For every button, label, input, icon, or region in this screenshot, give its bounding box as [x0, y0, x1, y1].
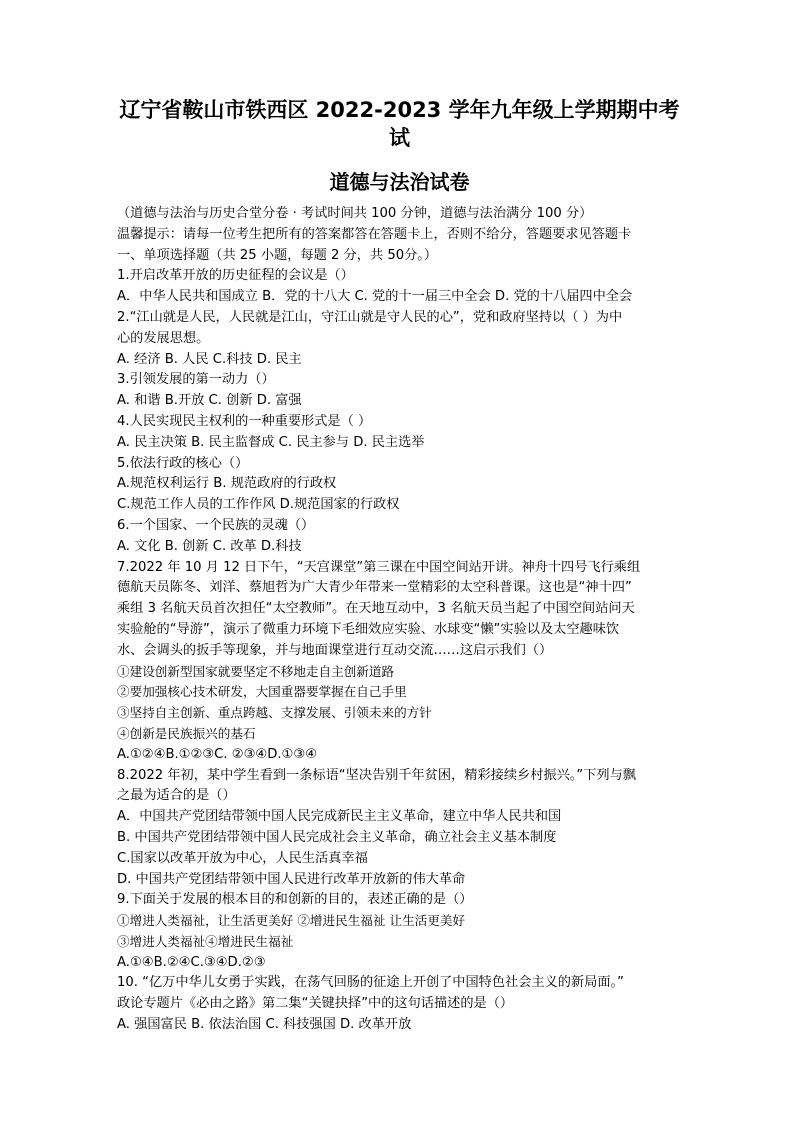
question-10	[117, 973, 682, 1035]
exam-title: 辽宁省鞍山市铁西区 2022-2023 学年九年级上学期期中考试	[119, 98, 680, 150]
question-stem: 6.一个国家、一个民族的灵魂（）	[117, 517, 315, 533]
question-options: A. 文化 B. 创新 C. 改革 D.科技	[117, 538, 302, 554]
question-5	[117, 454, 682, 516]
question-options: D. 中国共产党团结带领中国人民进行改革开放新的伟大革命	[117, 871, 466, 887]
question-options: A. 民主决策 B. 民主监督成 C. 民主参与 D. 民主选举	[117, 434, 425, 450]
question-options: B. 中国共产党团结带领中国人民完成社会主义革命，确立社会主义基本制度	[117, 829, 557, 845]
question-2	[117, 308, 682, 370]
question-6	[117, 516, 682, 558]
question-stem: 3.引领发展的第一动力（）	[117, 372, 275, 388]
question-stem: 水、会调头的扳手等现象，并与地面课堂进行互动交流……这启示我们（）	[117, 642, 553, 658]
question-9	[117, 890, 682, 973]
statement-item: ②要加强核心技术研发，大国重器要掌握在自己手里	[117, 684, 407, 700]
exam-subtitle: 道德与法治试卷	[329, 170, 470, 194]
question-options: A.①②④B.①②③C. ②③④D.①③④	[117, 746, 318, 762]
question-stem: 1.开启改革开放的历史征程的会议是（）	[117, 268, 354, 284]
question-stem: 乘组 3 名航天员首次担任“太空教师”。在天地互动中，3 名航天员当起了中国空间站问天	[117, 601, 635, 617]
question-stem: 之最为适合的是（）	[117, 788, 236, 804]
question-options: A．中华人民共和国成立 B．党的十八大 C. 党的十一届三中全会 D. 党的十八届四中全会	[117, 289, 633, 305]
question-stem: 心的发展思想。	[117, 330, 210, 346]
question-7	[117, 558, 682, 766]
question-options: A. 和谐 B.开放 C. 创新 D. 富强	[117, 393, 302, 409]
statement-item: ①建设创新型国家就要坚定不移地走自主创新道路	[117, 663, 395, 679]
question-stem: 德航天员陈冬、刘洋、蔡旭哲为广大青少年带来一堂精彩的太空科普课。这也是“神十四”	[117, 580, 632, 596]
question-stem: 7.2022 年 10 月 12 日下午，“天宫课堂”第三课在中国空间站开讲。神舟十四号飞行乘组	[117, 559, 641, 575]
question-stem: 2.“江山就是人民，人民就是江山，守江山就是守人民的心”，党和政府坚持以（ ）为中	[117, 309, 623, 325]
question-options: C.国家以改革开放为中心，人民生活真幸福	[117, 850, 368, 866]
question-options: C.规范工作人员的工作作风 D.规范国家的行政权	[117, 497, 400, 513]
question-stem: 4.人民实现民主权利的一种重要形式是（ ）	[117, 413, 372, 429]
question-options: A.规范权利运行 B. 规范政府的行政权	[117, 476, 337, 492]
question-options: A.①④B.②④C.③④D.②③	[117, 954, 266, 970]
question-options: A．中国共产党团结带领中国人民完成新民主主义革命，建立中华人民共和国	[117, 809, 562, 825]
question-stem: 实验舱的“导游”，演示了微重力环境下毛细效应实验、水球变“懒”实验以及太空趣味饮	[117, 621, 620, 637]
question-stem: 5.依法行政的核心（）	[117, 455, 249, 471]
section-heading: 一、单项选择题（共 25 小题，每题 2 分，共 50分。）	[117, 247, 438, 263]
statement-item: ③增进人类福祉④增进民生福祉	[117, 933, 294, 949]
question-stem: 9.下面关于发展的根本目的和创新的目的，表述正确的是（）	[117, 892, 473, 908]
question-4	[117, 412, 682, 454]
question-stem: 10. “亿万中华儿女勇于实践，在荡气回肠的征途上开创了中国特色社会主义的新局面。”	[117, 975, 624, 991]
exam-tip: 温馨提示：请每一位考生把所有的答案都答在答题卡上，否则不给分，答题要求见答题卡	[117, 226, 632, 242]
question-stem: 政论专题片《必由之路》第二集“关键抉择”中的这句话描述的是（）	[117, 996, 514, 1012]
question-options: A. 经济 B. 人民 C.科技 D. 民主	[117, 351, 302, 367]
question-stem: 8.2022 年初，某中学生看到一条标语“坚决告别千年贫困，精彩接续乡村振兴。”下列与飘	[117, 767, 636, 783]
question-1	[117, 266, 682, 308]
statement-item: ④创新是民族振兴的基石	[117, 725, 256, 741]
question-8	[117, 766, 682, 891]
statement-item: ③坚持自主创新、重点跨越、支撑发展、引领未来的方针	[117, 705, 432, 721]
statement-item: ①增进人类福祉，让生活更美好 ②增进民生福祉 让生活更美好	[117, 913, 466, 929]
exam-page	[117, 96, 682, 1036]
question-3	[117, 370, 682, 412]
exam-note: （道德与法治与历史合堂分卷 · 考试时间共 100 分钟，道德与法治满分 100 分）	[117, 206, 593, 221]
question-options: A. 强国富民 B. 依法治国 C. 科技强国 D. 改革开放	[117, 1017, 412, 1033]
